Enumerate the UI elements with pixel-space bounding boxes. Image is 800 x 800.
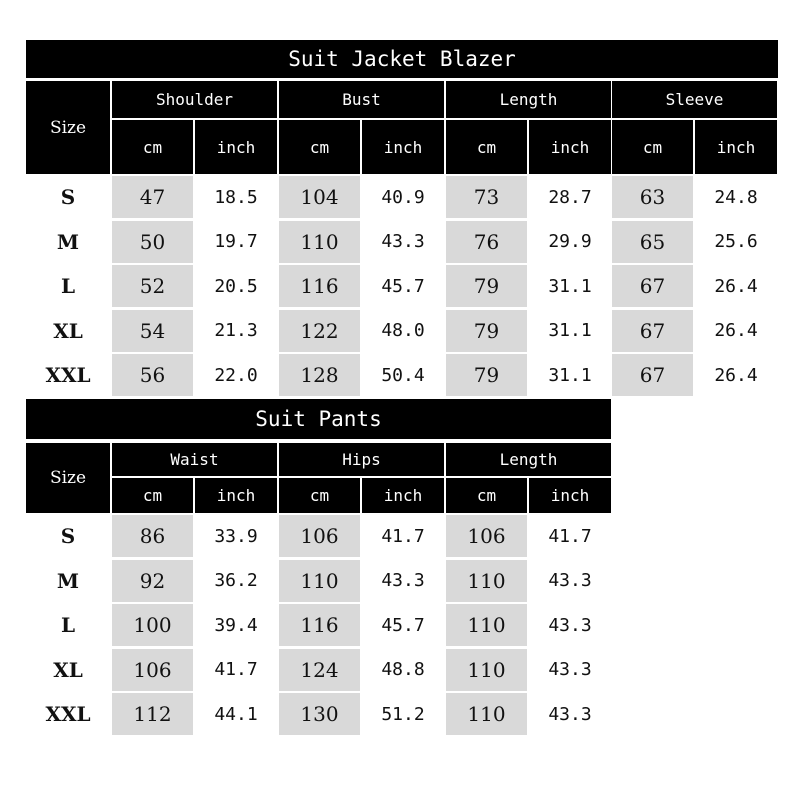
size-label: M [56,568,80,593]
cm-value-cell: 116 [279,604,360,646]
inch-value-cell: 43.3 [548,703,592,725]
cm-value-cell: 67 [612,354,693,396]
cm-value-cell: 110 [279,221,360,263]
cm-value-cell: 52 [112,265,193,307]
cm-value-cell: 106 [446,515,527,557]
unit-header: cm [279,478,360,513]
inch-value-cell: 40.9 [381,186,425,208]
size-column-header: Size [26,81,110,174]
inch-value-cell: 41.7 [548,525,592,547]
measure-group-header: Shoulder [112,81,277,118]
measure-group-header: Hips [279,443,444,476]
cm-value-cell: 122 [279,310,360,352]
inch-value-cell: 28.7 [548,186,592,208]
measure-group-header: Length [446,443,611,476]
inch-value-cell: 20.5 [214,275,258,297]
unit-header: inch [195,478,277,513]
inch-value-cell: 51.2 [381,703,425,725]
inch-value-cell: 48.0 [381,320,425,341]
inch-value-cell: 26.4 [714,275,758,297]
cm-value-cell: 130 [279,693,360,735]
unit-header: inch [362,478,444,513]
inch-value-cell: 31.1 [548,364,592,386]
measure-group-header: Sleeve [612,81,777,118]
cm-value-cell: 63 [612,176,693,218]
inch-value-cell: 41.7 [214,659,258,681]
cm-value-cell: 116 [279,265,360,307]
cm-value-cell: 110 [446,693,527,735]
cm-value-cell: 106 [279,515,360,557]
unit-header: inch [529,120,611,174]
cm-value-cell: 65 [612,221,693,263]
cm-value-cell: 79 [446,354,527,396]
unit-header: cm [612,120,693,174]
inch-value-cell: 21.3 [214,320,258,341]
cm-value-cell: 67 [612,265,693,307]
inch-value-cell: 19.7 [214,231,258,252]
inch-value-cell: 31.1 [548,320,592,341]
size-label: S [60,524,76,548]
cm-value-cell: 110 [279,560,360,602]
size-label: L [60,613,76,638]
inch-value-cell: 36.2 [214,570,258,592]
unit-header: inch [529,478,611,513]
inch-value-cell: 39.4 [214,614,258,636]
cm-value-cell: 79 [446,310,527,352]
measure-group-header: Length [446,81,611,118]
inch-value-cell: 29.9 [548,231,592,252]
pants-table-title: Suit Pants [26,399,611,439]
size-column-header: Size [26,443,110,513]
inch-value-cell: 18.5 [214,186,258,208]
cm-value-cell: 50 [112,221,193,263]
jacket-table-title: Suit Jacket Blazer [26,40,778,78]
cm-value-cell: 86 [112,515,193,557]
cm-value-cell: 54 [112,310,193,352]
cm-value-cell: 128 [279,354,360,396]
size-label: XL [53,657,83,682]
cm-value-cell: 92 [112,560,193,602]
inch-value-cell: 48.8 [381,659,425,681]
cm-value-cell: 47 [112,176,193,218]
measure-group-header: Waist [112,443,277,476]
unit-header: cm [279,120,360,174]
unit-header: inch [362,120,444,174]
size-label: XXL [45,702,91,727]
cm-value-cell: 124 [279,649,360,691]
inch-value-cell: 50.4 [381,364,425,386]
inch-value-cell: 33.9 [214,525,258,547]
cm-value-cell: 100 [112,604,193,646]
unit-header: inch [695,120,777,174]
unit-header: cm [112,120,193,174]
size-label: XL [53,318,83,343]
cm-value-cell: 76 [446,221,527,263]
cm-value-cell: 110 [446,560,527,602]
inch-value-cell: 25.6 [714,231,758,252]
unit-header: cm [446,120,527,174]
inch-value-cell: 45.7 [381,614,425,636]
inch-value-cell: 43.3 [548,614,592,636]
unit-header: inch [195,120,277,174]
inch-value-cell: 26.4 [714,364,758,386]
inch-value-cell: 24.8 [714,186,758,208]
cm-value-cell: 56 [112,354,193,396]
unit-header: cm [112,478,193,513]
size-label: S [60,185,76,209]
cm-value-cell: 79 [446,265,527,307]
cm-value-cell: 104 [279,176,360,218]
unit-header: cm [446,478,527,513]
size-label: L [60,274,76,298]
cm-value-cell: 112 [112,693,193,735]
inch-value-cell: 26.4 [714,320,758,341]
inch-value-cell: 44.1 [214,703,258,725]
inch-value-cell: 45.7 [381,275,425,297]
cm-value-cell: 110 [446,649,527,691]
inch-value-cell: 43.3 [381,570,425,592]
cm-value-cell: 67 [612,310,693,352]
inch-value-cell: 41.7 [381,525,425,547]
cm-value-cell: 106 [112,649,193,691]
cm-value-cell: 110 [446,604,527,646]
measure-group-header: Bust [279,81,444,118]
inch-value-cell: 31.1 [548,275,592,297]
size-label: M [56,229,80,254]
inch-value-cell: 43.3 [548,570,592,592]
inch-value-cell: 43.3 [548,659,592,681]
inch-value-cell: 22.0 [214,364,258,386]
inch-value-cell: 43.3 [381,231,425,252]
cm-value-cell: 73 [446,176,527,218]
size-label: XXL [45,363,91,387]
